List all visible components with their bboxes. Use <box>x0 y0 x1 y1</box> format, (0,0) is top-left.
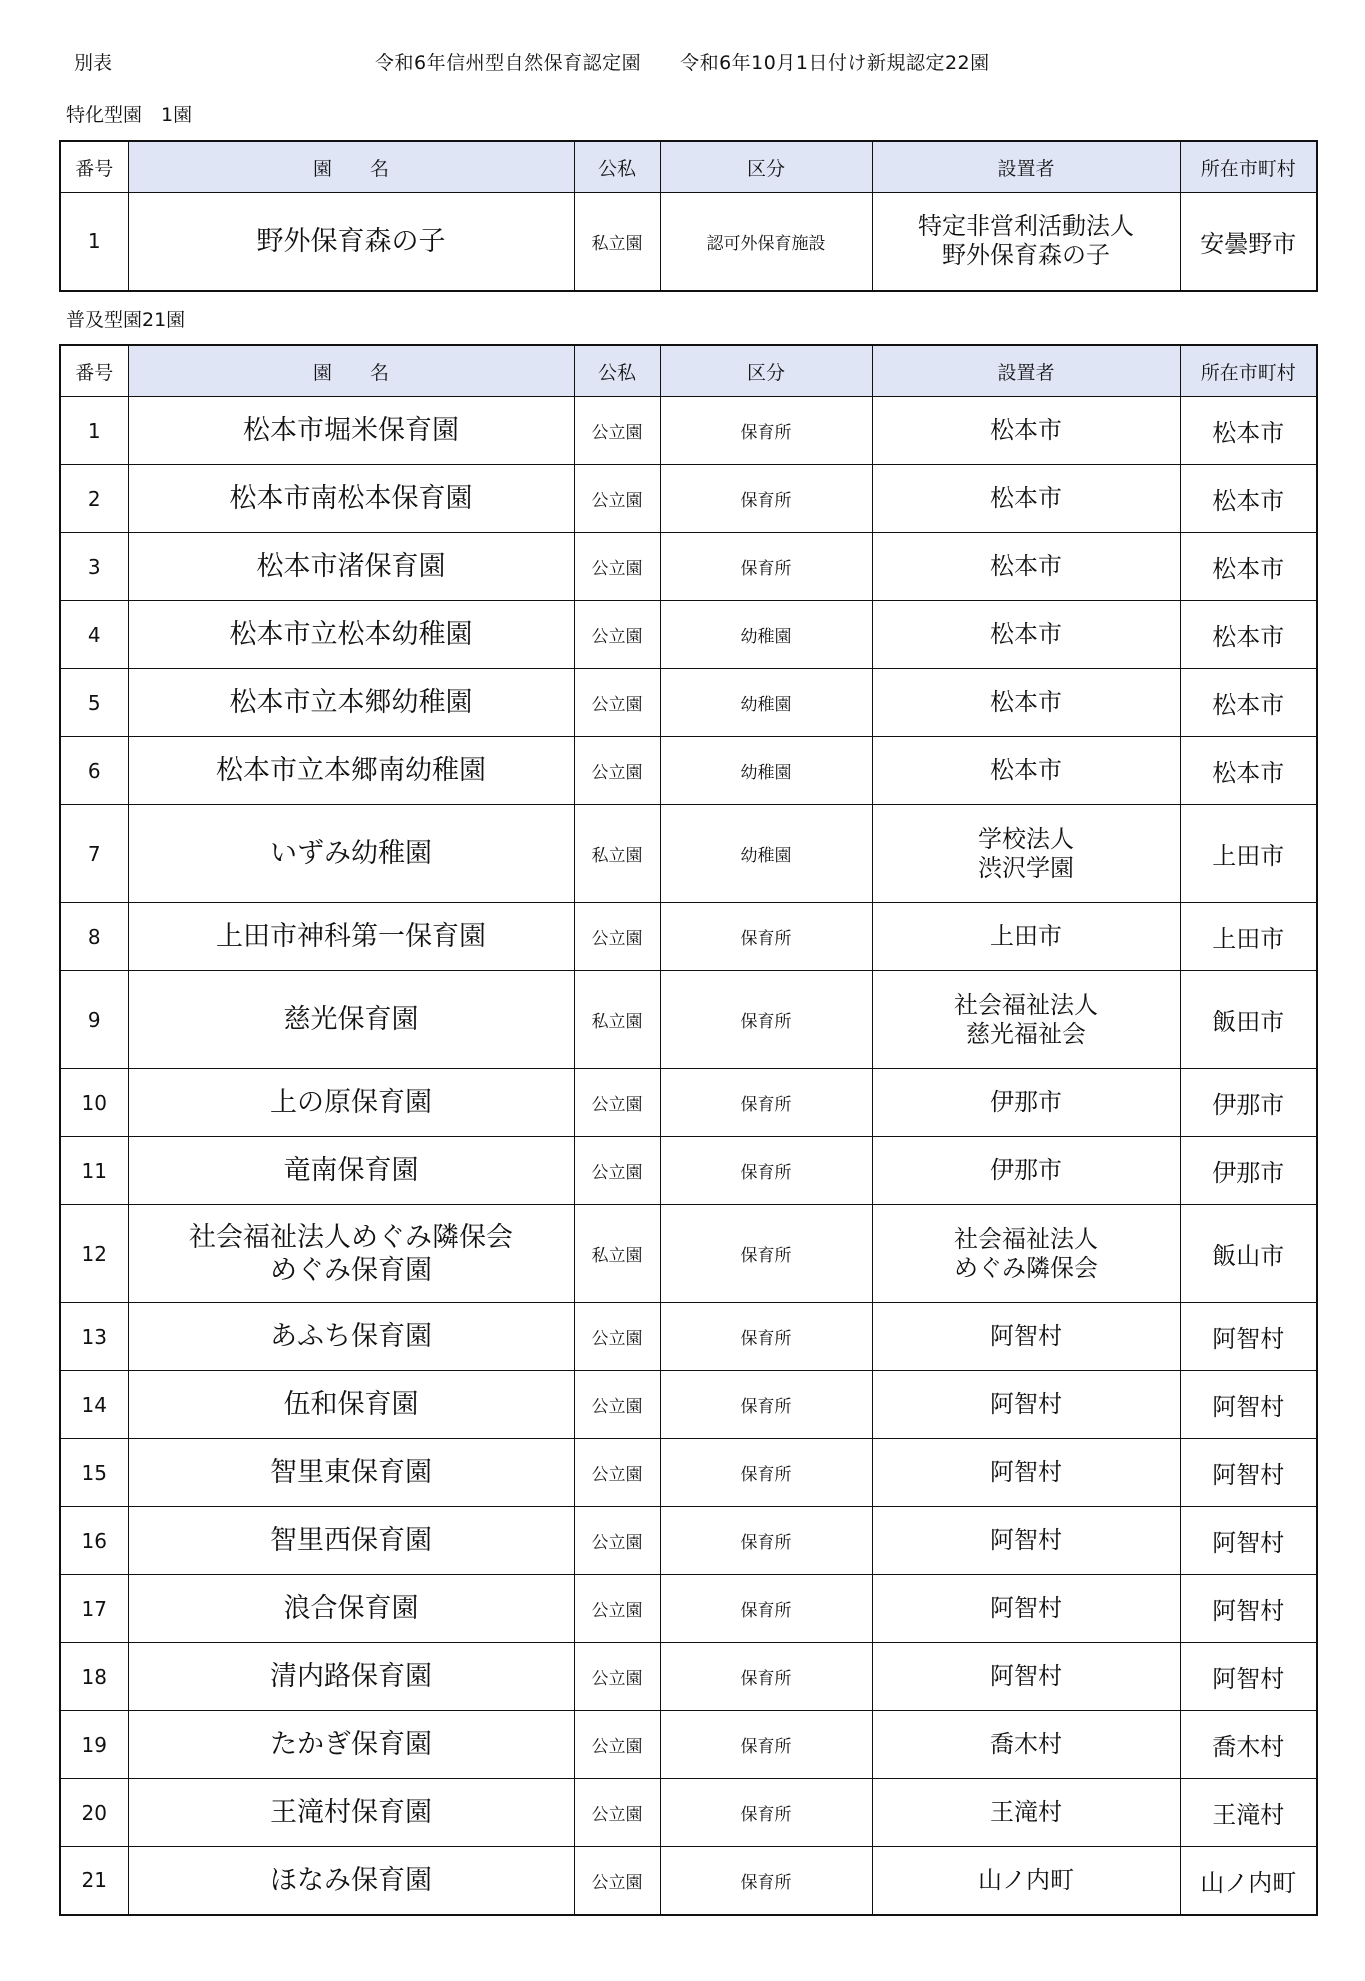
col-header-city: 所在市町村 <box>1180 141 1317 193</box>
row-number: 2 <box>60 465 128 533</box>
table-row <box>60 1711 1317 1779</box>
operator-line: 社会福祉法人 <box>954 1224 1098 1253</box>
row-number: 9 <box>60 971 128 1069</box>
col-header-city: 所在市町村 <box>1180 345 1317 397</box>
table-row <box>60 669 1317 737</box>
municipality: 松本市 <box>1180 397 1317 465</box>
operator <box>872 737 1180 805</box>
facility-name <box>128 1371 574 1439</box>
col-header-no: 番号 <box>60 141 128 193</box>
row-number: 5 <box>60 669 128 737</box>
facility-name <box>128 903 574 971</box>
public-private: 公立園 <box>574 1439 660 1507</box>
row-number: 16 <box>60 1507 128 1575</box>
operator <box>872 971 1180 1069</box>
operator <box>872 1575 1180 1643</box>
facility-type: 幼稚園 <box>660 669 872 737</box>
operator <box>872 669 1180 737</box>
operator-line: 阿智村 <box>990 1322 1062 1350</box>
col-header-pub: 公私 <box>574 141 660 193</box>
facility-name <box>128 1439 574 1507</box>
facility-name-line: 竜南保育園 <box>283 1155 419 1186</box>
operator <box>872 1303 1180 1371</box>
row-number: 1 <box>60 193 128 291</box>
operator-line: 王滝村 <box>990 1798 1062 1826</box>
public-private: 公立園 <box>574 1137 660 1205</box>
facility-type: 幼稚園 <box>660 737 872 805</box>
facility-type: 保育所 <box>660 1205 872 1303</box>
operator-line: 渋沢学園 <box>978 853 1074 882</box>
annex-label: 別表 <box>74 52 113 74</box>
table-row <box>60 1137 1317 1205</box>
operator <box>872 1439 1180 1507</box>
facility-type: 保育所 <box>660 1575 872 1643</box>
row-number: 10 <box>60 1069 128 1137</box>
facility-type: 保育所 <box>660 1507 872 1575</box>
facility-type: 保育所 <box>660 1069 872 1137</box>
facility-name <box>128 971 574 1069</box>
table-row <box>60 1439 1317 1507</box>
operator <box>872 1507 1180 1575</box>
row-number: 6 <box>60 737 128 805</box>
facility-name-line: めぐみ保育園 <box>270 1254 432 1286</box>
header-row <box>60 141 1317 193</box>
facility-name-line: 慈光保育園 <box>283 1004 419 1035</box>
public-private: 私立園 <box>574 1205 660 1303</box>
facility-type: 保育所 <box>660 1137 872 1205</box>
municipality: 飯山市 <box>1180 1205 1317 1303</box>
facility-type: 幼稚園 <box>660 805 872 903</box>
facility-name-line: 松本市立本郷幼稚園 <box>229 687 473 718</box>
table-row <box>60 805 1317 903</box>
facility-name <box>128 1711 574 1779</box>
col-header-owner: 設置者 <box>872 141 1180 193</box>
facility-name-line: いずみ幼稚園 <box>270 838 432 869</box>
table-row <box>60 465 1317 533</box>
operator-line: 阿智村 <box>990 1594 1062 1622</box>
operator <box>872 1137 1180 1205</box>
facility-type: 保育所 <box>660 1643 872 1711</box>
public-private: 公立園 <box>574 1303 660 1371</box>
facility-name <box>128 601 574 669</box>
row-number: 7 <box>60 805 128 903</box>
operator <box>872 1643 1180 1711</box>
public-private: 私立園 <box>574 193 660 291</box>
facility-type: 保育所 <box>660 397 872 465</box>
facility-name-line: あふち保育園 <box>270 1321 432 1352</box>
facility-type: 保育所 <box>660 465 872 533</box>
col-header-kind: 区分 <box>660 345 872 397</box>
operator-line: 松本市 <box>990 552 1062 580</box>
municipality: 松本市 <box>1180 601 1317 669</box>
public-private: 公立園 <box>574 601 660 669</box>
facility-name-line: 上の原保育園 <box>270 1087 432 1118</box>
document-title: 令和6年信州型自然保育認定園 令和6年10月1日付け新規認定22園 <box>375 52 990 74</box>
operator-line: 松本市 <box>990 756 1062 784</box>
facility-type: 保育所 <box>660 1779 872 1847</box>
table-row <box>60 1779 1317 1847</box>
municipality: 伊那市 <box>1180 1069 1317 1137</box>
public-private: 私立園 <box>574 971 660 1069</box>
table-row <box>60 193 1317 291</box>
facility-name <box>128 1507 574 1575</box>
public-private: 公立園 <box>574 397 660 465</box>
operator <box>872 1711 1180 1779</box>
col-header-owner: 設置者 <box>872 345 1180 397</box>
operator-line: 松本市 <box>990 620 1062 648</box>
operator-line: めぐみ隣保会 <box>954 1253 1098 1282</box>
municipality: 阿智村 <box>1180 1643 1317 1711</box>
facility-name-line: 王滝村保育園 <box>270 1797 432 1828</box>
facility-name-line: 浪合保育園 <box>283 1593 419 1624</box>
facility-name-line: 上田市神科第一保育園 <box>216 921 486 952</box>
operator <box>872 533 1180 601</box>
facility-name-line: 松本市堀米保育園 <box>243 415 459 446</box>
facility-name-line: 松本市南松本保育園 <box>229 483 473 514</box>
facility-type: 認可外保育施設 <box>660 193 872 291</box>
facility-name-line: ほなみ保育園 <box>270 1864 432 1896</box>
operator <box>872 1847 1180 1915</box>
facility-name-line: 智里西保育園 <box>270 1525 432 1556</box>
facility-type: 保育所 <box>660 903 872 971</box>
row-number: 4 <box>60 601 128 669</box>
row-number: 18 <box>60 1643 128 1711</box>
operator <box>872 1371 1180 1439</box>
row-number: 1 <box>60 397 128 465</box>
municipality: 山ノ内町 <box>1180 1847 1317 1915</box>
table-row <box>60 533 1317 601</box>
col-header-name: 園 名 <box>128 141 574 193</box>
facility-type: 保育所 <box>660 971 872 1069</box>
public-private: 公立園 <box>574 1371 660 1439</box>
table-row <box>60 1205 1317 1303</box>
table-row <box>60 601 1317 669</box>
table-row <box>60 397 1317 465</box>
operator-line: 阿智村 <box>990 1458 1062 1486</box>
operator-line: 阿智村 <box>990 1526 1062 1554</box>
municipality: 松本市 <box>1180 465 1317 533</box>
operator-line: 松本市 <box>990 688 1062 716</box>
table-row <box>60 1069 1317 1137</box>
facility-name <box>128 805 574 903</box>
facility-type: 保育所 <box>660 1439 872 1507</box>
operator-line: 上田市 <box>990 922 1062 950</box>
specialized-table <box>59 140 1318 292</box>
general-heading: 普及型園21園 <box>66 309 186 331</box>
operator <box>872 193 1180 291</box>
public-private: 公立園 <box>574 1643 660 1711</box>
facility-name-line: 清内路保育園 <box>270 1661 432 1692</box>
municipality: 阿智村 <box>1180 1371 1317 1439</box>
public-private: 公立園 <box>574 1779 660 1847</box>
public-private: 公立園 <box>574 1069 660 1137</box>
table-row <box>60 1575 1317 1643</box>
public-private: 公立園 <box>574 737 660 805</box>
municipality: 阿智村 <box>1180 1439 1317 1507</box>
row-number: 3 <box>60 533 128 601</box>
operator <box>872 397 1180 465</box>
row-number: 15 <box>60 1439 128 1507</box>
facility-type: 保育所 <box>660 1711 872 1779</box>
general-table <box>59 344 1318 1916</box>
facility-name <box>128 669 574 737</box>
municipality: 喬木村 <box>1180 1711 1317 1779</box>
facility-name <box>128 1205 574 1303</box>
public-private: 公立園 <box>574 669 660 737</box>
facility-name <box>128 397 574 465</box>
row-number: 20 <box>60 1779 128 1847</box>
operator-line: 社会福祉法人 <box>954 990 1098 1019</box>
table-row <box>60 1303 1317 1371</box>
table-row <box>60 1507 1317 1575</box>
row-number: 13 <box>60 1303 128 1371</box>
operator-line: 学校法人 <box>978 824 1074 853</box>
operator <box>872 465 1180 533</box>
public-private: 公立園 <box>574 1507 660 1575</box>
public-private: 公立園 <box>574 1847 660 1915</box>
table-row <box>60 1847 1317 1915</box>
facility-name <box>128 193 574 291</box>
table-row <box>60 1371 1317 1439</box>
operator <box>872 1779 1180 1847</box>
facility-name-line: 智里東保育園 <box>270 1457 432 1488</box>
municipality: 阿智村 <box>1180 1303 1317 1371</box>
public-private: 公立園 <box>574 465 660 533</box>
row-number: 14 <box>60 1371 128 1439</box>
specialized-heading: 特化型園 1園 <box>66 104 193 126</box>
municipality: 王滝村 <box>1180 1779 1317 1847</box>
operator-line: 阿智村 <box>990 1390 1062 1418</box>
operator <box>872 1069 1180 1137</box>
row-number: 11 <box>60 1137 128 1205</box>
public-private: 公立園 <box>574 903 660 971</box>
row-number: 8 <box>60 903 128 971</box>
operator <box>872 601 1180 669</box>
operator-line: 特定非営利活動法人 <box>918 212 1134 241</box>
municipality: 松本市 <box>1180 533 1317 601</box>
col-header-pub: 公私 <box>574 345 660 397</box>
municipality: 松本市 <box>1180 737 1317 805</box>
operator-line: 松本市 <box>990 416 1062 444</box>
facility-name <box>128 1643 574 1711</box>
table-row <box>60 1643 1317 1711</box>
row-number: 21 <box>60 1847 128 1915</box>
facility-name <box>128 465 574 533</box>
table-row <box>60 737 1317 805</box>
table-row <box>60 903 1317 971</box>
facility-type: 保育所 <box>660 1371 872 1439</box>
operator-line: 伊那市 <box>990 1156 1062 1184</box>
facility-name <box>128 737 574 805</box>
operator-line: 慈光福祉会 <box>966 1019 1086 1048</box>
operator-line: 松本市 <box>990 484 1062 512</box>
facility-name-line: 野外保育森の子 <box>256 225 446 257</box>
municipality: 上田市 <box>1180 805 1317 903</box>
facility-type: 保育所 <box>660 1303 872 1371</box>
header-row <box>60 345 1317 397</box>
public-private: 私立園 <box>574 805 660 903</box>
row-number: 12 <box>60 1205 128 1303</box>
operator-line: 伊那市 <box>990 1088 1062 1116</box>
municipality: 松本市 <box>1180 669 1317 737</box>
facility-name <box>128 1069 574 1137</box>
row-number: 19 <box>60 1711 128 1779</box>
operator-line: 阿智村 <box>990 1662 1062 1690</box>
facility-name-line: たかぎ保育園 <box>270 1729 432 1760</box>
facility-name <box>128 1779 574 1847</box>
municipality: 阿智村 <box>1180 1507 1317 1575</box>
operator-line: 山ノ内町 <box>978 1865 1074 1894</box>
operator-line: 喬木村 <box>990 1730 1062 1758</box>
facility-name <box>128 1137 574 1205</box>
facility-type: 幼稚園 <box>660 601 872 669</box>
facility-name <box>128 1575 574 1643</box>
public-private: 公立園 <box>574 1575 660 1643</box>
public-private: 公立園 <box>574 1711 660 1779</box>
operator <box>872 1205 1180 1303</box>
public-private: 公立園 <box>574 533 660 601</box>
operator-line: 野外保育森の子 <box>942 241 1110 270</box>
table-row <box>60 971 1317 1069</box>
col-header-name: 園 名 <box>128 345 574 397</box>
municipality: 安曇野市 <box>1180 193 1317 291</box>
facility-name <box>128 1847 574 1915</box>
facility-name-line: 松本市立本郷南幼稚園 <box>216 755 486 786</box>
facility-name <box>128 1303 574 1371</box>
col-header-kind: 区分 <box>660 141 872 193</box>
municipality: 飯田市 <box>1180 971 1317 1069</box>
operator <box>872 903 1180 971</box>
col-header-no: 番号 <box>60 345 128 397</box>
facility-name-line: 伍和保育園 <box>283 1389 419 1420</box>
row-number: 17 <box>60 1575 128 1643</box>
facility-name-line: 社会福祉法人めぐみ隣保会 <box>189 1221 513 1253</box>
facility-type: 保育所 <box>660 1847 872 1915</box>
facility-name-line: 松本市渚保育園 <box>256 551 446 582</box>
facility-type: 保育所 <box>660 533 872 601</box>
municipality: 阿智村 <box>1180 1575 1317 1643</box>
municipality: 伊那市 <box>1180 1137 1317 1205</box>
municipality: 上田市 <box>1180 903 1317 971</box>
facility-name <box>128 533 574 601</box>
operator <box>872 805 1180 903</box>
facility-name-line: 松本市立松本幼稚園 <box>229 619 473 650</box>
